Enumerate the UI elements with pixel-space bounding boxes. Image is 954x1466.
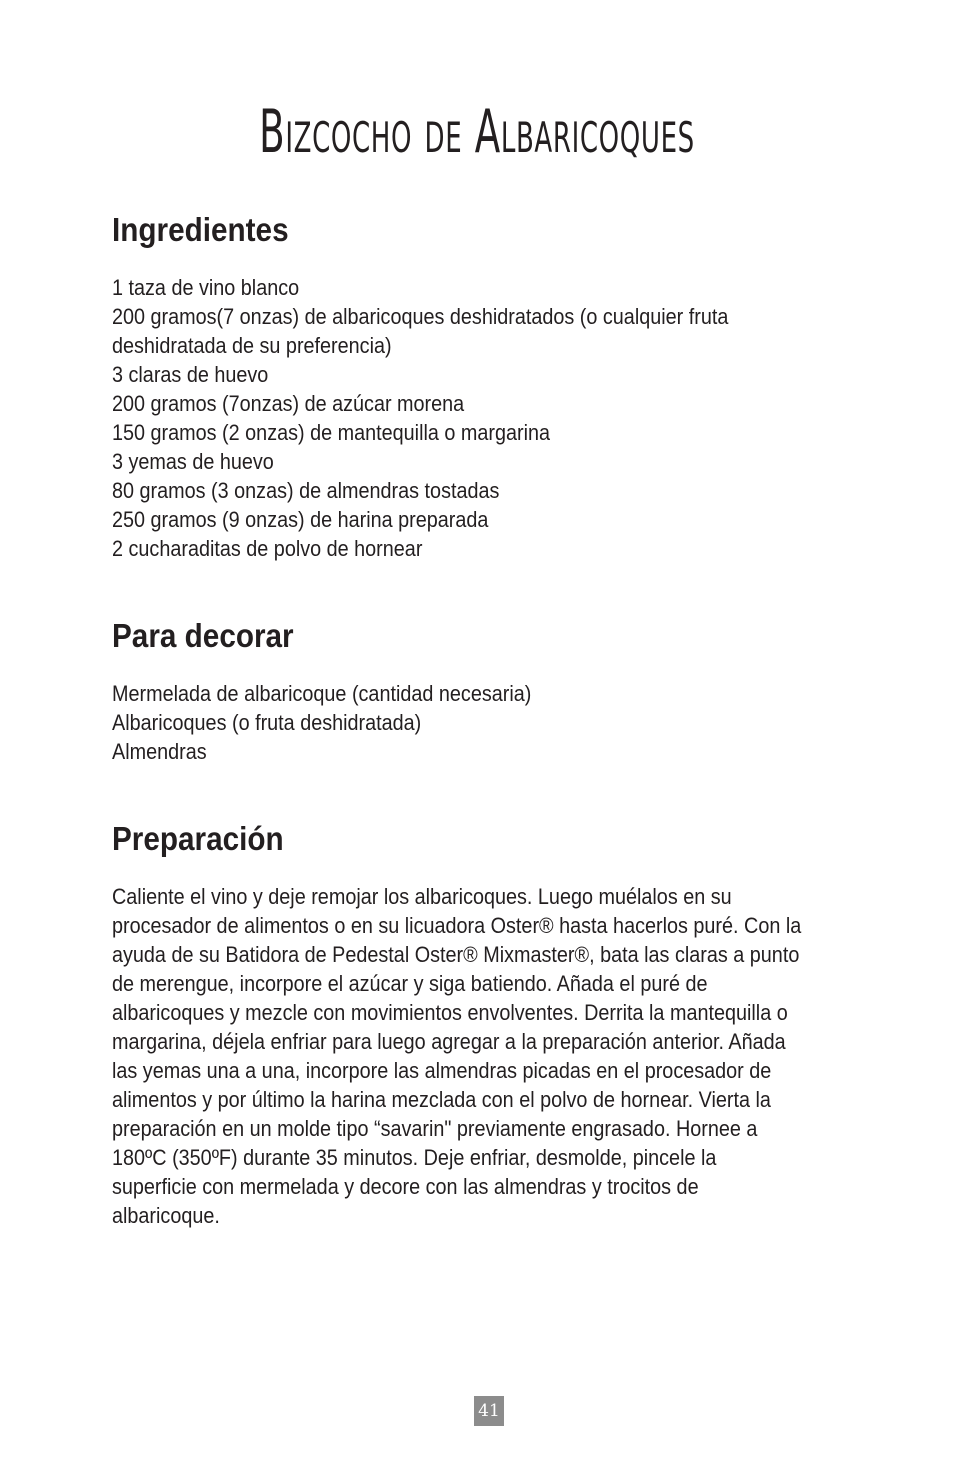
preparation-line: superficie con mermelada y decore con las almendras y trocitos de xyxy=(112,1174,699,1199)
ingredient-line: 2 cucharaditas de polvo de hornear xyxy=(112,536,423,561)
ingredient-line: 150 gramos (2 onzas) de mantequilla o margarina xyxy=(112,420,551,445)
preparation-paragraph xyxy=(112,882,873,1230)
ingredient-line: 80 gramos (3 onzas) de almendras tostadas xyxy=(112,478,500,503)
ingredients-heading: Ingredientes xyxy=(112,211,289,248)
decorate-heading: Para decorar xyxy=(112,617,294,654)
spacer xyxy=(112,563,814,621)
preparation-line: preparación en un molde tipo “savarin" previamente engrasado. Hornee a xyxy=(112,1116,758,1141)
ingredient-line: 3 claras de huevo xyxy=(112,362,269,387)
decorate-line: Mermelada de albaricoque (cantidad necesaria) xyxy=(112,681,532,706)
decorate-line: Almendras xyxy=(112,739,207,764)
ingredient-line: 250 gramos (9 onzas) de harina preparada xyxy=(112,507,489,532)
preparation-line: albaricoque. xyxy=(112,1203,220,1228)
preparation-line: albaricoques y mezcle con movimientos envolventes. Derrita la mantequilla o xyxy=(112,1000,788,1025)
recipe-content xyxy=(112,211,814,1230)
ingredient-line: 3 yemas de huevo xyxy=(112,449,274,474)
spacer xyxy=(112,650,814,679)
spacer xyxy=(112,766,814,824)
preparation-line: Caliente el vino y deje remojar los albaricoques. Luego muélalos en su xyxy=(112,884,732,909)
preparation-line: ayuda de su Batidora de Pedestal Oster® Mixmaster®, bata las claras a punto xyxy=(112,942,800,967)
decorate-list xyxy=(112,679,814,766)
ingredient-line: 200 gramos(7 onzas) de albaricoques deshidratados (o cualquier fruta xyxy=(112,304,729,329)
preparation-line: de merengue, incorpore el azúcar y siga batiendo. Añada el puré de xyxy=(112,971,708,996)
page-number: 41 xyxy=(474,1396,504,1426)
preparation-line: 180ºC (350ºF) durante 35 minutos. Deje enfriar, desmolde, pincele la xyxy=(112,1145,717,1170)
preparation-line: alimentos y por último la harina mezclada con el polvo de hornear. Vierta la xyxy=(112,1087,771,1112)
ingredient-line: 1 taza de vino blanco xyxy=(112,275,300,300)
preparation-line: procesador de alimentos o en su licuadora Oster® hasta hacerlos puré. Con la xyxy=(112,913,802,938)
ingredient-line: 200 gramos (7onzas) de azúcar morena xyxy=(112,391,465,416)
ingredient-line: deshidratada de su preferencia) xyxy=(112,333,392,358)
ingredients-list xyxy=(112,273,814,563)
spacer xyxy=(112,244,814,273)
page-title: Bizcocho de Albaricoques xyxy=(259,97,695,167)
preparation-line: las yemas una a una, incorpore las almendras picadas en el procesador de xyxy=(112,1058,772,1083)
preparation-line: margarina, déjela enfriar para luego agregar a la preparación anterior. Añada xyxy=(112,1029,786,1054)
decorate-line: Albaricoques (o fruta deshidratada) xyxy=(112,710,422,735)
preparation-heading: Preparación xyxy=(112,820,284,857)
spacer xyxy=(112,853,814,882)
